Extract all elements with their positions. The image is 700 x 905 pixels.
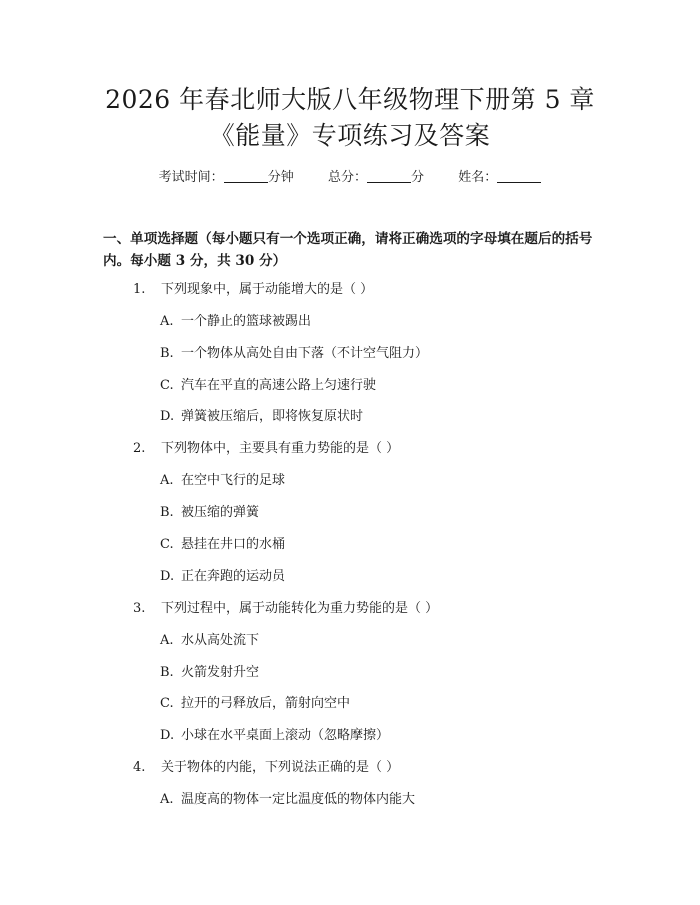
question-3-option-c bbox=[160, 695, 350, 713]
question-4-option-a bbox=[160, 791, 415, 809]
question-1-option-b bbox=[160, 345, 428, 363]
question-3-option-b bbox=[160, 664, 259, 682]
question-2-option-a bbox=[160, 472, 285, 490]
question-3-option-d bbox=[160, 727, 389, 745]
option-letter: C. bbox=[160, 378, 174, 393]
option-letter: D. bbox=[160, 569, 175, 584]
option-letter: B. bbox=[160, 346, 174, 361]
question-number: 4. bbox=[133, 760, 146, 775]
question-1-option-c bbox=[160, 377, 376, 395]
exam-info-line bbox=[0, 168, 700, 188]
exam-time-label: 考试时间： bbox=[158, 170, 224, 185]
question-stem: 下列过程中，属于动能转化为重力势能的是（ ） bbox=[161, 601, 439, 616]
option-text: 在空中飞行的足球 bbox=[181, 473, 286, 488]
option-text: 被压缩的弹簧 bbox=[181, 505, 260, 520]
question-1 bbox=[133, 281, 373, 299]
option-text: 一个静止的篮球被踢出 bbox=[181, 314, 312, 329]
question-2-option-d bbox=[160, 568, 285, 586]
option-letter: A. bbox=[160, 633, 174, 648]
option-text: 水从高处流下 bbox=[181, 633, 260, 648]
question-4 bbox=[133, 759, 399, 777]
question-2-option-c bbox=[160, 536, 285, 554]
option-letter: B. bbox=[160, 505, 174, 520]
document-title-line-2: 《能量》专项练习及答案 bbox=[209, 121, 491, 150]
option-text: 拉开的弓释放后，箭射向空中 bbox=[181, 696, 351, 711]
student-name-label: 姓名： bbox=[458, 170, 498, 185]
option-text: 一个物体从高处自由下落（不计空气阻力） bbox=[181, 346, 429, 361]
option-letter: C. bbox=[160, 537, 174, 552]
question-number: 1. bbox=[133, 282, 146, 297]
option-letter: A. bbox=[160, 473, 174, 488]
question-1-option-a bbox=[160, 313, 311, 331]
section-heading-single-choice: 一、单项选择题（每小题只有一个选项正确，请将正确选项的字母填在题后的括号内。每小题 3 分，共 30 分） bbox=[103, 231, 593, 269]
total-score-blank bbox=[367, 168, 411, 183]
question-stem: 下列现象中，属于动能增大的是（ ） bbox=[161, 282, 374, 297]
question-2-option-b bbox=[160, 504, 259, 522]
option-text: 悬挂在井口的水桶 bbox=[181, 537, 286, 552]
option-letter: D. bbox=[160, 409, 175, 424]
option-text: 汽车在平直的高速公路上匀速行驶 bbox=[181, 378, 377, 393]
question-stem: 下列物体中，主要具有重力势能的是（ ） bbox=[161, 441, 400, 456]
question-1-option-d bbox=[160, 408, 363, 426]
exam-time-blank bbox=[224, 168, 268, 183]
option-text: 小球在水平桌面上滚动（忽略摩擦） bbox=[181, 728, 390, 743]
option-letter: B. bbox=[160, 665, 174, 680]
option-text: 温度高的物体一定比温度低的物体内能大 bbox=[181, 792, 416, 807]
question-number: 3. bbox=[133, 601, 146, 616]
option-text: 正在奔跑的运动员 bbox=[181, 569, 286, 584]
question-stem: 关于物体的内能，下列说法正确的是（ ） bbox=[161, 760, 400, 775]
total-score-unit: 分 bbox=[411, 170, 425, 185]
option-letter: A. bbox=[160, 314, 174, 329]
option-text: 火箭发射升空 bbox=[181, 665, 260, 680]
option-letter: C. bbox=[160, 696, 174, 711]
option-letter: A. bbox=[160, 792, 174, 807]
student-name-blank bbox=[497, 168, 541, 183]
question-number: 2. bbox=[133, 441, 146, 456]
total-score-label: 总分： bbox=[327, 170, 367, 185]
document-title-line-1: 2026 年春北师大版八年级物理下册第 5 章 bbox=[105, 85, 595, 114]
option-text: 弹簧被压缩后，即将恢复原状时 bbox=[181, 409, 364, 424]
question-3 bbox=[133, 600, 438, 618]
question-2 bbox=[133, 440, 399, 458]
option-letter: D. bbox=[160, 728, 175, 743]
question-3-option-a bbox=[160, 632, 259, 650]
exam-time-unit: 分钟 bbox=[267, 170, 294, 185]
